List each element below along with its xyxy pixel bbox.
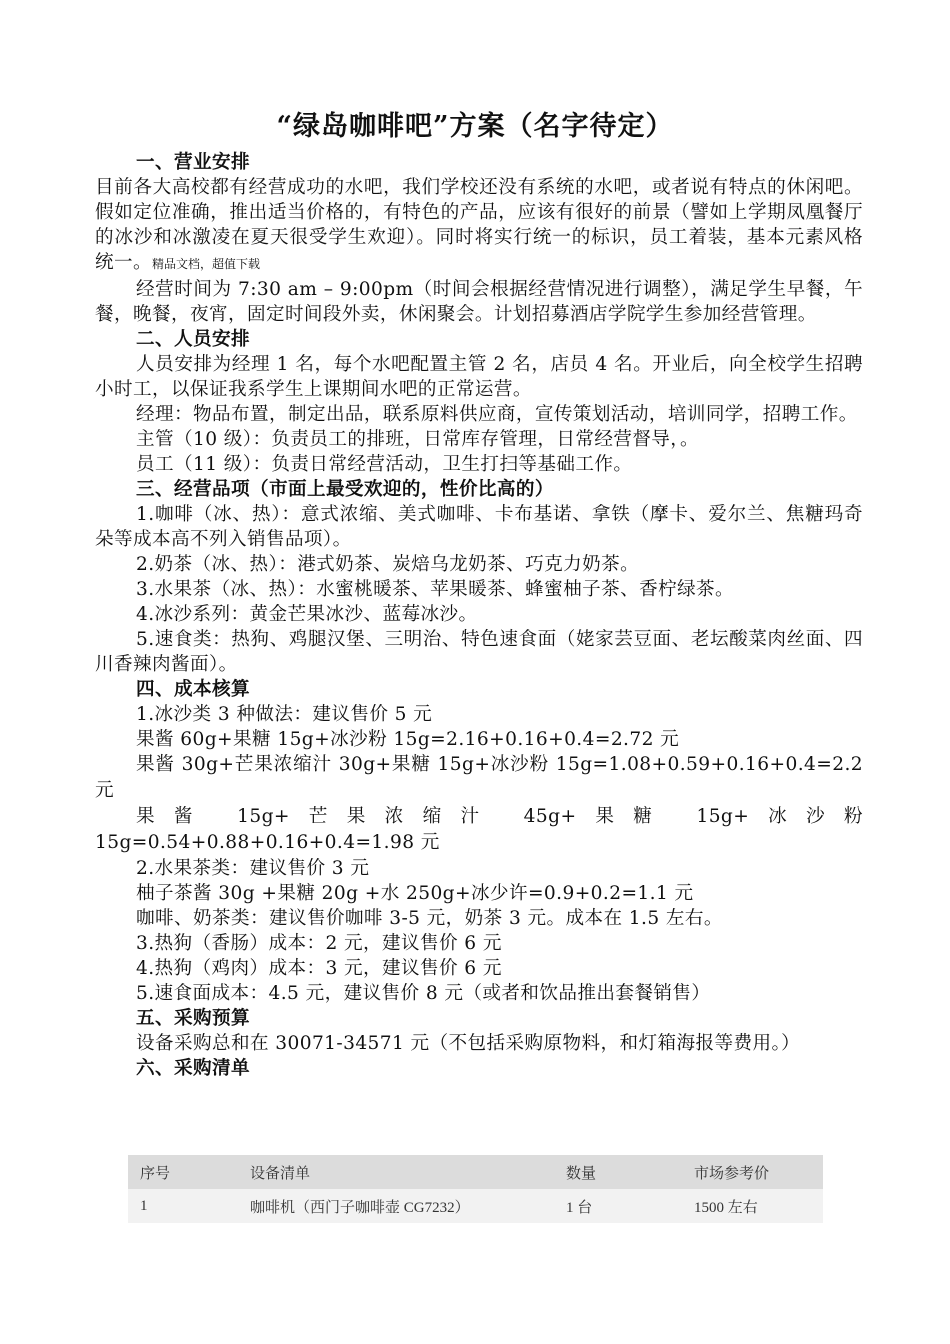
staffing-paragraph-2: 经理：物品布置，制定出品，联系原料供应商，宣传策划活动，培训同学，招聘工作。 bbox=[136, 404, 858, 425]
section-heading-operations: 一、营业安排 bbox=[136, 152, 250, 173]
download-note: 精品文档，超值下载 bbox=[151, 257, 260, 271]
column-header: 序号 bbox=[140, 1165, 171, 1182]
cost-item: 4.热狗（鸡肉）成本：3 元，建议售价 6 元 bbox=[136, 958, 502, 979]
cost-item: 咖啡、奶茶类：建议售价咖啡 3-5 元，奶茶 3 元。成本在 1.5 左右。 bbox=[136, 908, 723, 929]
cost-item: 5.速食面成本：4.5 元，建议售价 8 元（或者和饮品推出套餐销售） bbox=[136, 983, 711, 1004]
product-item: 3.水果茶（冰、热）：水蜜桃暖茶、苹果暖茶、蜂蜜柚子茶、香柠绿茶。 bbox=[136, 579, 735, 600]
section-heading-costing: 四、成本核算 bbox=[136, 679, 250, 700]
document-body bbox=[95, 150, 863, 1081]
section-heading-staffing: 二、人员安排 bbox=[136, 329, 250, 350]
table-header-row bbox=[128, 1155, 823, 1189]
operations-paragraph-2: 经营时间为 7:30 am – 9:00pm（时间会根据经营情况进行调整），满足学生早餐，午餐，晚餐，夜宵，固定时间段外卖，休闲聚会。计划招募酒店学院学生参加经营管理。 bbox=[95, 279, 863, 325]
cost-item: 3.热狗（香肠）成本：2 元，建议售价 6 元 bbox=[136, 933, 502, 954]
section-heading-budget: 五、采购预算 bbox=[136, 1008, 250, 1029]
section-heading-purchase-list: 六、采购清单 bbox=[136, 1058, 250, 1079]
table-cell: 1 台 bbox=[566, 1199, 593, 1216]
budget-paragraph: 设备采购总和在 30071-34571 元（不包括采购原物料，和灯箱海报等费用。） bbox=[136, 1033, 801, 1054]
cost-item: 2.水果茶类：建议售价 3 元 bbox=[136, 858, 370, 879]
staffing-paragraph-3: 主管（10 级）：负责员工的排班，日常库存管理，日常经营督导，。 bbox=[136, 429, 699, 450]
cost-item: 果酱 15g+芒果浓缩汁 45g+果糖 15g+冰沙粉 15g=0.54+0.88+0.16+0.4=1.98 元 bbox=[95, 806, 863, 853]
document-title: “绿岛咖啡吧”方案（名字待定） bbox=[276, 111, 674, 142]
staffing-paragraph-4: 员工（11 级）：负责日常经营活动，卫生打扫等基础工作。 bbox=[136, 454, 633, 475]
table-row bbox=[128, 1189, 823, 1223]
table-cell: 1 bbox=[140, 1197, 148, 1214]
table-cell: 咖啡机（西门子咖啡壶 CG7232） bbox=[250, 1199, 470, 1216]
cost-item: 1.冰沙类 3 种做法：建议售价 5 元 bbox=[136, 704, 433, 725]
column-header: 市场参考价 bbox=[694, 1165, 770, 1182]
cost-item: 果酱 30g+芒果浓缩汁 30g+果糖 15g+冰沙粉 15g=1.08+0.59+0.16+0.4=2.2 元 bbox=[95, 754, 863, 801]
product-item: 4.冰沙系列：黄金芒果冰沙、蓝莓冰沙。 bbox=[136, 604, 478, 625]
product-item: 2.奶茶（冰、热）：港式奶茶、炭焙乌龙奶茶、巧克力奶茶。 bbox=[136, 554, 640, 575]
section-heading-products: 三、经营品项（市面上最受欢迎的，性价比高的） bbox=[136, 479, 554, 500]
cost-item: 柚子茶酱 30g +果糖 20g +水 250g+冰少许=0.9+0.2=1.1 元 bbox=[136, 883, 694, 904]
column-header: 设备清单 bbox=[250, 1165, 311, 1182]
product-item: 5.速食类：热狗、鸡腿汉堡、三明治、特色速食面（姥家芸豆面、老坛酸菜肉丝面、四川香辣肉酱面）。 bbox=[95, 629, 863, 675]
staffing-paragraph-1: 人员安排为经理 1 名，每个水吧配置主管 2 名，店员 4 名。开业后，向全校学生招聘小时工，以保证我系学生上课期间水吧的正常运营。 bbox=[95, 354, 863, 400]
purchase-table bbox=[128, 1155, 823, 1223]
operations-text-1: 目前各大高校都有经营成功的水吧，我们学校还没有系统的水吧，或者说有特点的休闲吧。假如定位准确，推出适当价格的，有特色的产品，应该有很好的前景（譬如上学期凤凰餐厅的冰沙和冰激凌在夏天很受学生欢迎）。同时将实行统一的标识，员工着装，基本元素风格统一。 bbox=[95, 177, 863, 273]
operations-paragraph-1 bbox=[95, 175, 863, 277]
column-header: 数量 bbox=[566, 1165, 597, 1182]
cost-item: 果酱 60g+果糖 15g+冰沙粉 15g=2.16+0.16+0.4=2.72 元 bbox=[136, 729, 680, 750]
product-item: 1.咖啡（冰、热）：意式浓缩、美式咖啡、卡布基诺、拿铁（摩卡、爱尔兰、焦糖玛奇朵等成本高不列入销售品项）。 bbox=[95, 504, 863, 550]
table-cell: 1500 左右 bbox=[694, 1199, 758, 1216]
